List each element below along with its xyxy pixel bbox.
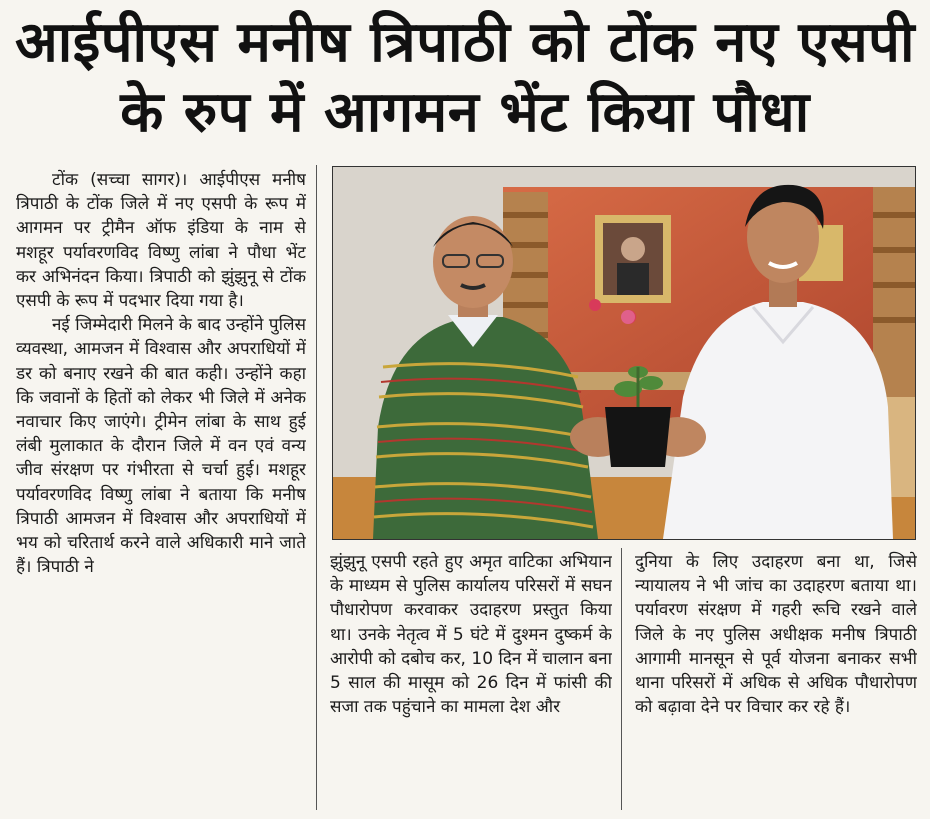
headline-line-1: आईपीएस मनीष त्रिपाठी को टोंक नए एसपी (15, 10, 915, 75)
article-column-3 (635, 550, 917, 812)
headline-line-2: के रुप में आगमन भेंट किया पौधा (120, 80, 810, 145)
column-divider (621, 548, 622, 810)
photo-illustration (333, 167, 915, 539)
article-paragraph: झुंझुनू एसपी रहते हुए अमृत वाटिका अभियान के माध्यम से पुलिस कार्यालय परिसरों में सघन पौधारोपण करवाकर उदाहरण प्रस्तुत किया था। उनके नेतृत्व में 5 घंटे में दुश्मन दुष्कर्म के आरोपी को दबोच कर, 10 दिन में चालान बना 5 साल की मासूम को 26 दिन में फांसी की सजा तक पहुंचाने का मामला देश और (330, 552, 612, 718)
headline (0, 8, 930, 148)
news-photo (332, 166, 916, 540)
article-paragraph: नई जिम्मेदारी मिलने के बाद उन्होंने पुलिस व्यवस्था, आमजन में विश्वास और अपराधियों में डर को बनाए रखने की बात कही। उन्होंने कहा कि जवानों के हितों को लेकर भी जिले में अनेक नवाचार किए जाएंगे। ट्रीमेन लांबा के साथ हुई लंबी मुलाकात के दौरान जिले में वन एवं वन्य जीव संरक्षण पर गंभीरता से चर्चा हुई। मशहूर पर्यावरणविद विष्णु लांबा ने बताया कि मनीष त्रिपाठी आमजन में विश्वास और अपराधियों में भय को चरितार्थ करने वाले अधिकारी माने जाते हैं। त्रिपाठी ने (16, 315, 306, 578)
article-paragraph: टोंक (सच्चा सागर)। आईपीएस मनीष त्रिपाठी के टोंक जिले में नए एसपी के रूप में आगमन पर ट्रीमैन ऑफ इंडिया के नाम से मशहूर पर्यावरणविद विष्णु लांबा ने पौधा भेंट कर अभिनंदन किया। त्रिपाठी को झुंझुनू से टोंक एसपी के रूप में पदभार दिया गया है। (16, 170, 306, 312)
article-paragraph: दुनिया के लिए उदाहरण बना था, जिसे न्यायालय ने भी जांच का उदाहरण बताया था। पर्यावरण संरक्षण में गहरी रूचि रखने वाले जिले के नए पुलिस अधीक्षक मनीष त्रिपाठी आगामी मानसून से पूर्व योजना बनाकर सभी थाना परिसरों में अधिक से अधिक पौधारोपण को बढ़ावा देने पर विचार कर रहे हैं। (635, 552, 917, 718)
article-column-1 (16, 168, 306, 808)
article-column-2 (330, 550, 612, 812)
column-divider (316, 165, 317, 810)
